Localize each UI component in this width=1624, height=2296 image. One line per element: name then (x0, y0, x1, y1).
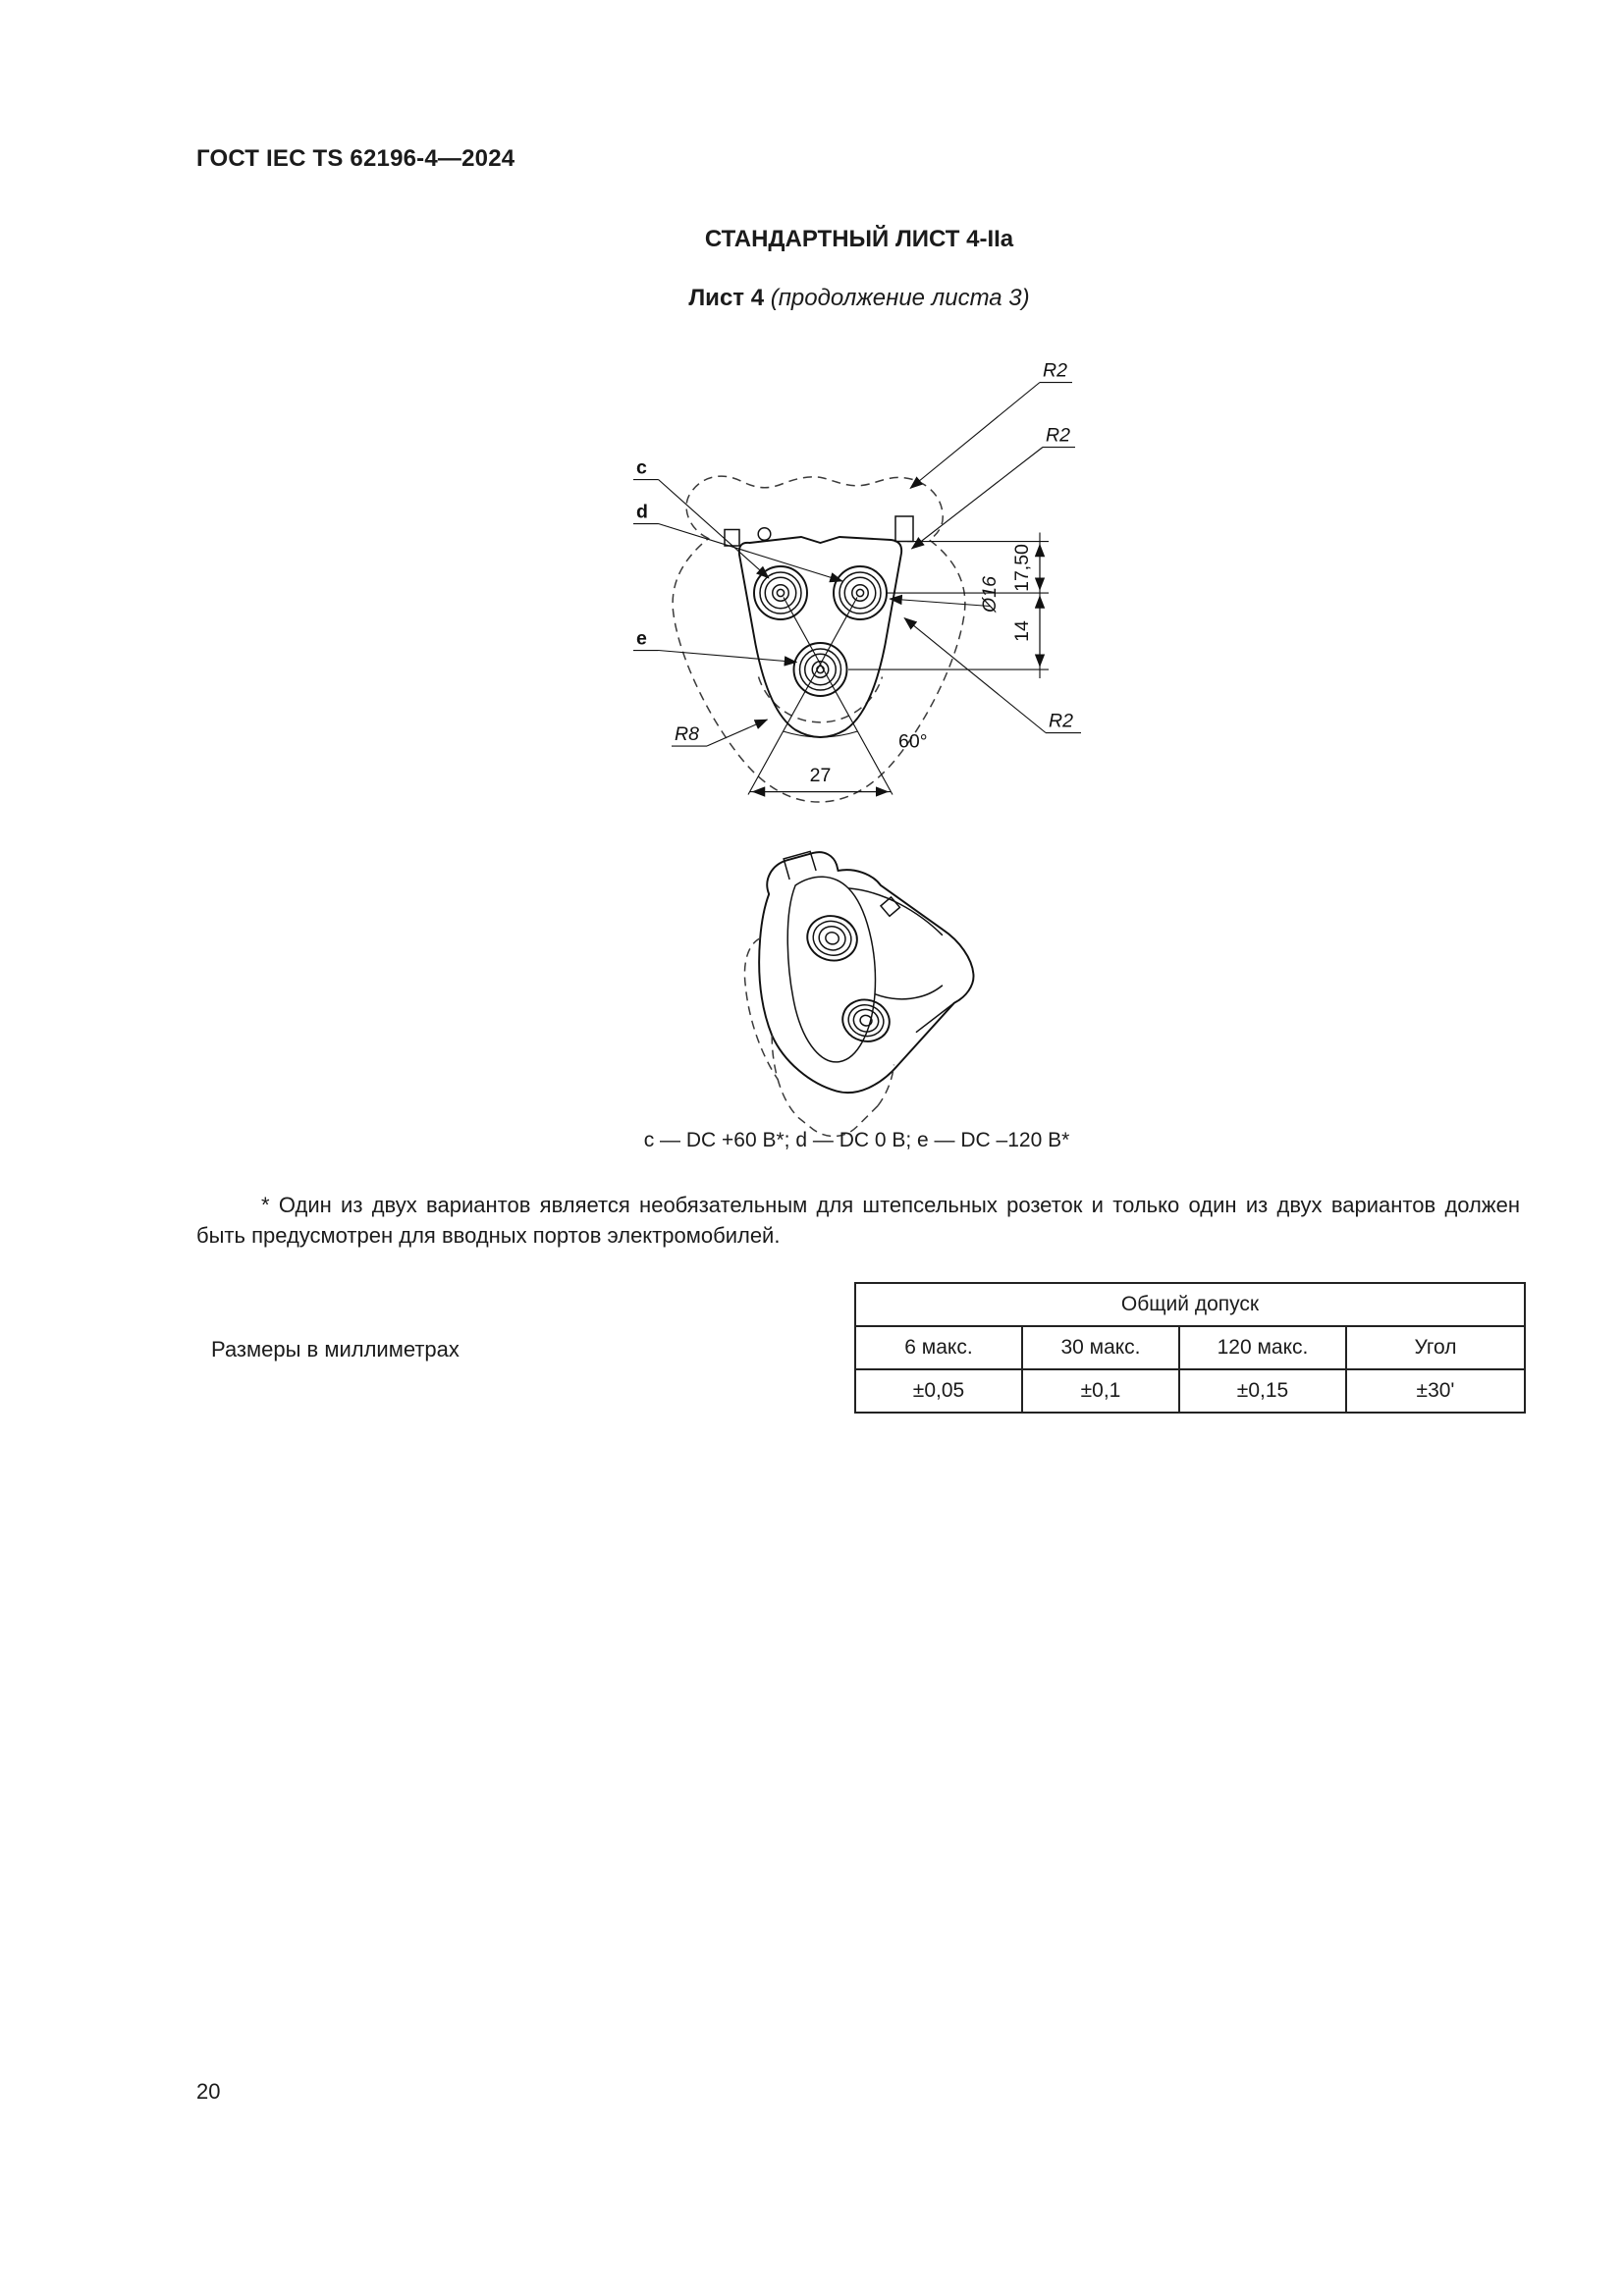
tolerance-value: ±0,05 (855, 1369, 1022, 1413)
doc-header: ГОСТ IEC TS 62196-4—2024 (196, 145, 515, 172)
dim-label-r2-top: R2 (1043, 359, 1067, 382)
tolerance-col-header: 30 макс. (1022, 1326, 1179, 1369)
dim-label-diameter: Ø16 (979, 576, 1001, 613)
drawing-caption: c — DC +60 В*; d — DC 0 В; e — DC –120 В* (643, 1129, 1070, 1151)
dim-label-height-top: 17,50 (1011, 544, 1033, 592)
r8-leader (707, 720, 768, 746)
contact-e-bottom (794, 643, 847, 696)
housing-bore-arc-dashed (759, 677, 883, 722)
sheet-subtitle-note: (продолжение листа 3) (770, 285, 1030, 311)
tolerance-col-header: 6 макс. (855, 1326, 1022, 1369)
label-contact-e: e (636, 627, 647, 650)
diameter-leader (890, 599, 990, 607)
tolerance-col-header: Угол (1346, 1326, 1525, 1369)
tolerance-value: ±30' (1346, 1369, 1525, 1413)
tolerance-table-title: Общий допуск (855, 1283, 1525, 1326)
connector-front-view-drawing (619, 346, 1090, 817)
persp-edge-line (916, 1003, 954, 1033)
pilot-hole (758, 528, 771, 541)
label-contact-d: d (636, 501, 648, 523)
table-row (855, 1283, 1525, 1326)
dim-label-angle: 60° (898, 730, 928, 753)
r2-mid-leader (912, 448, 1044, 550)
table-row (855, 1369, 1525, 1413)
dim-label-r8: R8 (675, 723, 699, 745)
sheet-subtitle (196, 285, 1522, 312)
angle-line-right (748, 598, 857, 795)
footnote: * Один из двух вариантов является необязательным для штепсельных розеток и только один из двух вариантов должен быть предусмотрен для вводных портов электромобилей. (196, 1193, 1520, 1248)
contact-d-right (834, 566, 887, 619)
connector-perspective-view-drawing (722, 827, 1031, 1143)
tolerance-value: ±0,15 (1179, 1369, 1346, 1413)
persp-side-line-bottom (875, 986, 943, 999)
persp-face-outline (787, 877, 875, 1062)
r2-top-leader (910, 383, 1040, 489)
dim-label-r2-mid: R2 (1046, 424, 1070, 447)
contact-c-left (754, 566, 807, 619)
angle-line-left (784, 598, 893, 795)
housing-outline-dashed (673, 476, 965, 802)
sheet-subtitle-name: Лист 4 (688, 285, 765, 311)
persp-socket-lower (838, 994, 893, 1046)
persp-body-outline (759, 852, 973, 1093)
dim-label-width: 27 (809, 765, 832, 787)
latch-tab-right (895, 516, 913, 542)
page-number: 20 (196, 2079, 221, 2104)
tolerance-value: ±0,1 (1022, 1369, 1179, 1413)
e-leader (659, 651, 797, 663)
table-row (855, 1326, 1525, 1369)
tolerance-table (854, 1282, 1526, 1414)
persp-socket-upper (802, 911, 862, 967)
persp-hidden-lower (772, 1036, 878, 1137)
tolerance-col-header: 120 макс. (1179, 1326, 1346, 1369)
sheet-title: СТАНДАРТНЫЙ ЛИСТ 4-IIa (704, 226, 1014, 252)
face-plate-outline (739, 537, 901, 737)
dim-label-height-mid: 14 (1011, 620, 1033, 642)
label-contact-c: c (636, 456, 647, 479)
d-leader (659, 524, 843, 582)
latch-tab-left (725, 530, 739, 547)
dimensions-note: Размеры в миллиметрах (211, 1337, 460, 1362)
dim-label-r2-bottom: R2 (1049, 710, 1073, 732)
